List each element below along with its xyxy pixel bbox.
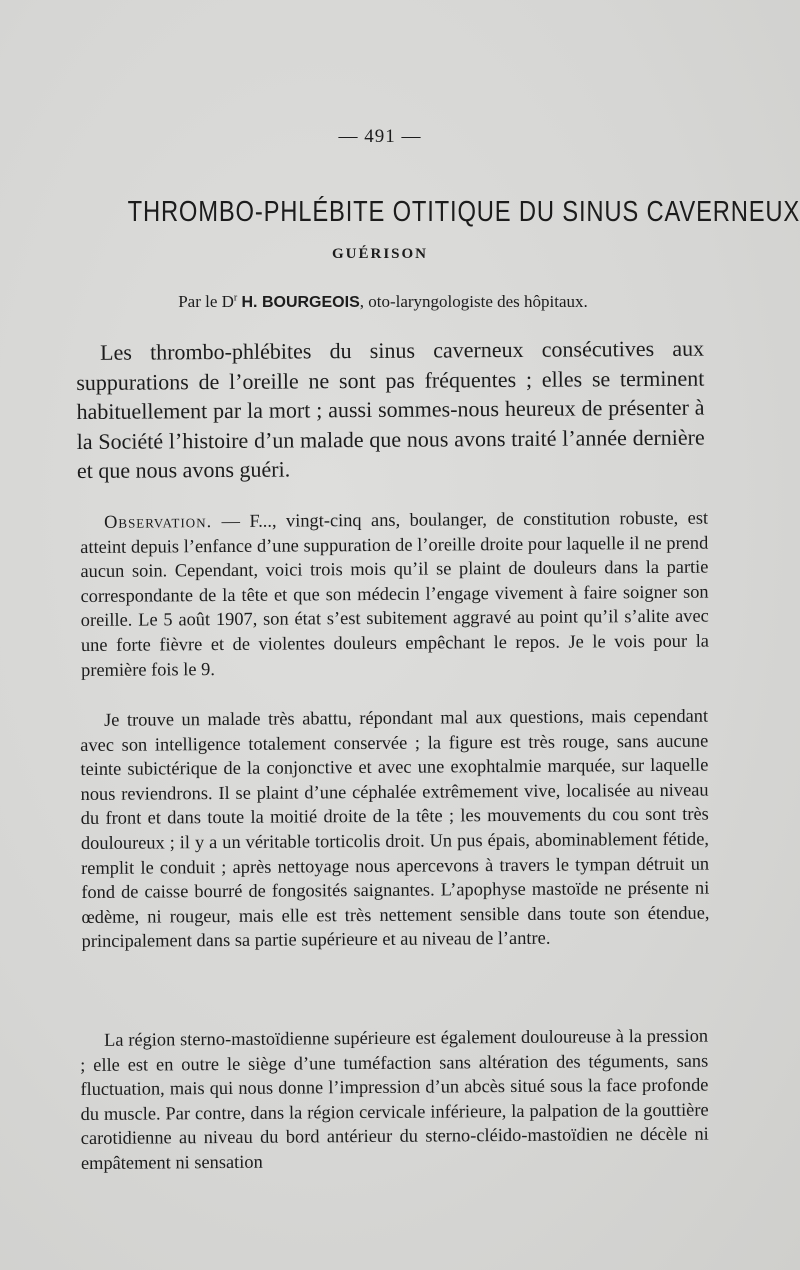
neck-region-paragraph: La région sterno-mastoïdienne supérieure est également douloureuse à la pression ; elle est en outre le siège d’une tuméfaction sans altération des téguments, sans fluctuation, mais qui nous donne l’impression d’un abcès situé sous la face profonde du muscle. Par contre, dans la région cervicale inférieure, la palpation de la gouttière carotidienne au niveau du bord antérieur du sterno-cléido-mastoïdien ne décèle ni empâtement ni sensation [80,1025,709,1173]
byline-prefix-sup: r [233,292,238,304]
author-name: H. BOURGEOIS [241,294,360,311]
observation-paragraph [80,506,709,683]
observation-label: Observation. [104,511,213,532]
observation-text: — F..., vingt-cinq ans, boulanger, de constitution robuste, est atteint depuis l’enfance d’une suppuration de l’oreille droite pour laquelle il ne prend aucun soin. Cependant, voici trois mois qu’il se plaint de douleurs dans la partie correspondante de la tête et que son médecin l’engage vivement à faire soigner son oreille. Le 5 août 1907, son état s’est subitement aggravé au point qu’il s’alite avec une forte fièvre et de violentes douleurs empêchant le repos. Je le vois pour la première fois le 9. [80,507,709,680]
article-title: THROMBO-PHLÉBITE OTITIQUE DU SINUS CAVERNEUX [127,196,800,228]
article-subtitle: GUÉRISON [331,246,429,262]
byline [0,292,766,312]
byline-prefix: Par le D [178,292,234,311]
page-number: — 491 — [338,126,422,147]
examination-paragraph: Je trouve un malade très abattu, répondant mal aux questions, mais cependant avec son intelligence totalement conservée ; la figure est très rouge, sans aucune teinte subictérique de la conjonctive et avec une exophtalmie marquée, sur laquelle nous reviendrons. Il se plaint d’une céphalée extrêmement vive, localisée au niveau du front et dans toute la moitié droite de la tête ; les mouvements du cou sont très douloureux ; il y a un véritable torticolis droit. Un pus épais, abominablement fétide, remplit le conduit ; après nettoyage nous apercevons à travers le tympan détruit un fond de caisse bourré de fongosités saignantes. L’apophyse mastoïde ne présente ni œdème, ni rougeur, mais elle est très nettement sensible dans toute son étendue, principalement dans sa partie supérieure et au niveau de l’antre. [80,705,710,952]
intro-paragraph: Les thrombo-phlébites du sinus caverneux consécutives aux suppurations de l’oreille ne sont pas fréquentes ; elles se terminent habituellement par la mort ; aussi sommes-nous heureux de présenter à la Société l’histoire d’un malade que nous avons traité l’année dernière et que nous avons guéri. [76,335,705,483]
byline-suffix: , oto-laryngologiste des hôpitaux. [359,292,588,311]
